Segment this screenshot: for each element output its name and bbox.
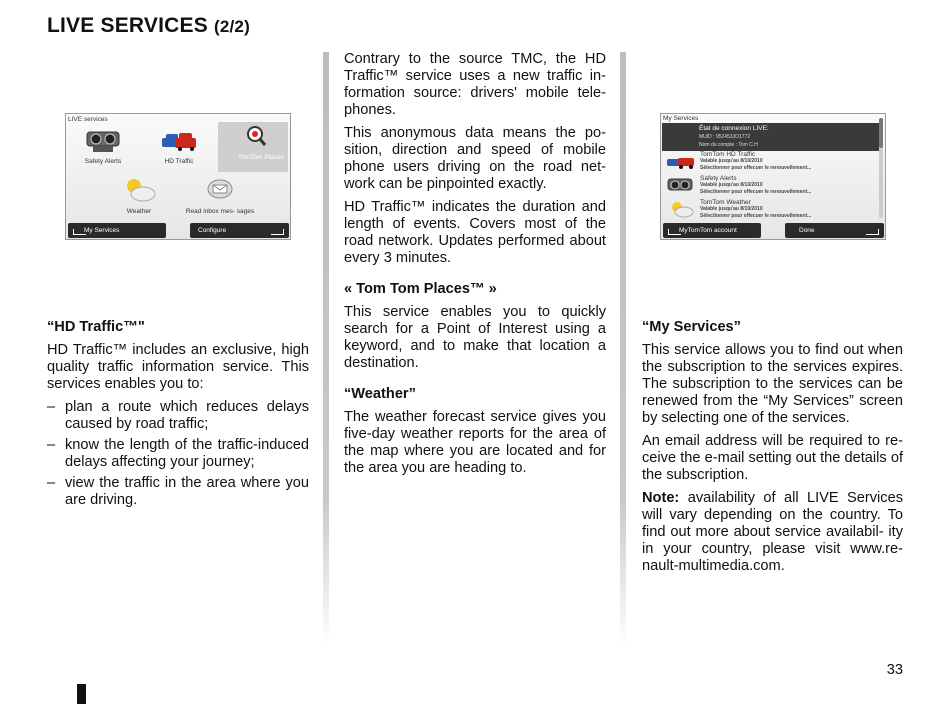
- column-divider-right: [620, 52, 626, 647]
- scrollbar[interactable]: [879, 118, 883, 218]
- list-item: – view the traffic in the area where you are driving.: [47, 475, 309, 509]
- service-row-weather[interactable]: TomTom Weather Valable jusqu'au 8/10/2010 Sélectionner pour effecuer le renouvellement...: [662, 198, 880, 222]
- my-services-button[interactable]: My Services: [68, 223, 166, 238]
- live-services-screen: [65, 113, 291, 240]
- message-icon: [200, 176, 240, 204]
- anonymous-data-paragraph: This anonymous data means the po- sition, direction and speed of mobile phone users driving on the road net- work can be pinpointed exactly.: [344, 125, 606, 192]
- hd-traffic-heading: “HD Traffic™": [47, 319, 145, 335]
- column-services-detail: [344, 51, 606, 483]
- weather-paragraph: The weather forecast service gives you five-day weather reports for the area of the map where you are located and for the area you are heading to.: [344, 409, 606, 476]
- page-title-suffix: (2/2): [213, 17, 250, 36]
- weather-icon: [119, 176, 159, 204]
- mytomtom-account-button[interactable]: MyTomTom account: [663, 223, 761, 238]
- tmc-paragraph: Contrary to the source TMC, the HD Traffic™ service uses a new traffic in- formation source: drivers' mobile tele- phones.: [344, 51, 606, 118]
- page-title: LIVE SERVICES (2/2): [47, 14, 250, 37]
- note-label: Note:: [642, 490, 680, 506]
- column-divider-left: [323, 52, 329, 647]
- service-row-safety-alerts[interactable]: Safety Alerts Valable jusqu'au 8/10/2010 Sélectionner pour effecuer le renouvellement...: [662, 174, 880, 198]
- print-mark: [77, 684, 86, 704]
- hd-traffic-benefits-list: [47, 399, 309, 509]
- subscription-paragraph: This service allows you to find out when the subscription to the services expires. The subscription to the services can be renewed from the “My Services” screen by selecting one of the services.: [642, 342, 903, 426]
- done-button[interactable]: Done: [785, 223, 884, 238]
- screen-header: LIVE services: [68, 116, 108, 123]
- hd-traffic-intro: HD Traffic™ includes an exclusive, high quality traffic information service. This services enables you to:: [47, 342, 309, 392]
- column-my-services: [642, 319, 903, 581]
- my-services-heading: “My Services”: [642, 319, 741, 335]
- tile-hd-traffic[interactable]: HD Traffic: [144, 126, 214, 165]
- column-hd-traffic: [47, 319, 309, 513]
- duration-paragraph: HD Traffic™ indicates the duration and length of events. Covers most of the road network. Updates performed about every 3 minutes.: [344, 199, 606, 266]
- tile-safety-alerts[interactable]: Safety Alerts: [68, 126, 138, 165]
- weather-icon: [666, 200, 696, 218]
- configure-button[interactable]: Configure: [190, 223, 289, 238]
- live-connection-status: État de connexion LIVE: MUID : 952453JO1772 Nom du compte : Tom C.H: [662, 123, 880, 151]
- list-item: – know the length of the traffic-induced delays affecting your journey;: [47, 437, 309, 471]
- speed-camera-icon: [666, 176, 696, 194]
- speed-camera-icon: [83, 126, 123, 154]
- weather-heading: “Weather”: [344, 386, 416, 402]
- list-item: – plan a route which reduces delays caused by road traffic;: [47, 399, 309, 433]
- magnifier-icon: [233, 122, 273, 150]
- note-text: availability of all LIVE Services will vary depending on the country. To find out more about service availabil- ity in your country, please visit www.re- nault-multimedia.com.: [642, 490, 903, 574]
- tile-weather[interactable]: Weather: [104, 176, 174, 215]
- tile-tomtom-places[interactable]: TomTom Places: [218, 122, 288, 172]
- places-paragraph: This service enables you to quickly search for a Point of Interest using a keyword, and to make that location a destination.: [344, 304, 606, 371]
- screen-header: My Services: [663, 115, 699, 122]
- tile-read-inbox[interactable]: Read inbox mes- sages: [180, 176, 260, 215]
- page-number: 33: [886, 662, 903, 678]
- cars-icon: [666, 152, 696, 170]
- email-paragraph: An email address will be required to re- ceive the e-mail setting out the details of the subscription.: [642, 433, 903, 483]
- service-row-hd-traffic[interactable]: TomTom HD Traffic Valable jusqu'au 8/10/2010 Sélectionner pour effecuer le renouvellement...: [662, 150, 880, 174]
- cars-icon: [159, 126, 199, 154]
- note-paragraph: [642, 490, 903, 575]
- my-services-screen: [660, 113, 886, 240]
- places-heading: « Tom Tom Places™ »: [344, 281, 497, 297]
